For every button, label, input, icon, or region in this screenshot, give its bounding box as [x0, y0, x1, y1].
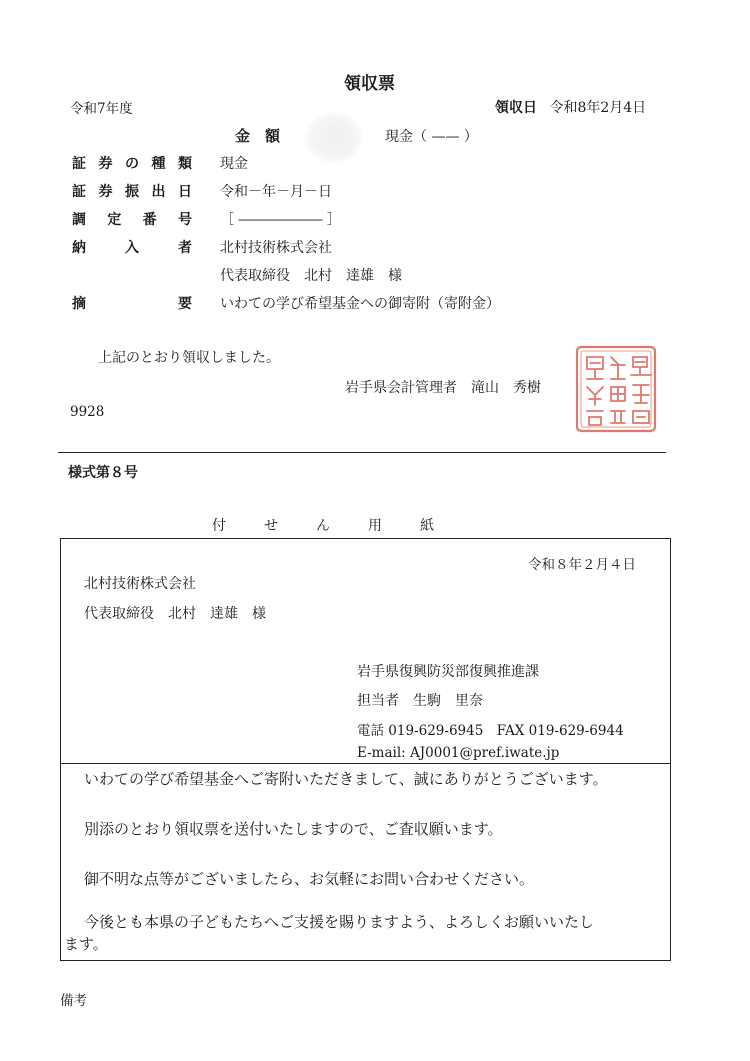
- label-issue-date: 証 券 振 出 日: [72, 184, 192, 200]
- form-number: 様式第８号: [68, 465, 138, 481]
- note-date: 令和８年２月４日: [528, 557, 636, 573]
- value-payer-company: 北村技術株式会社: [220, 240, 332, 256]
- receipt-statement: 上記のとおり領収しました。: [98, 350, 280, 366]
- fiscal-year: 令和7年度: [70, 101, 133, 117]
- remarks-label: 備考: [60, 993, 87, 1009]
- receipt-date-label: 領収日: [495, 100, 537, 116]
- value-security-type: 現金: [220, 156, 248, 172]
- separator-line: [58, 452, 666, 453]
- value-summary: いわての学び希望基金への御寄附（寄附金）: [220, 296, 500, 312]
- note-title: 付 せ ん 用 紙: [212, 518, 446, 534]
- amount-label: 金 額: [235, 127, 281, 145]
- receipt-date: [495, 97, 646, 117]
- receipt-number: 9928: [70, 404, 105, 420]
- label-security-type: 証 券 の 種 類: [72, 156, 192, 172]
- message-enclosed: 別添のとおり領収票を送付いたしますので、ご査収願います。: [84, 820, 503, 838]
- redaction-smudge: [305, 112, 363, 164]
- label-payer: 納 入 者: [72, 240, 192, 256]
- receipt-date-value: 令和8年2月4日: [549, 100, 647, 116]
- sender-phone: 電話 019-629-6945 FAX 019-629-6944: [357, 723, 624, 739]
- message-inquiries: 御不明な点等がございましたら、お気軽にお問い合わせください。: [84, 870, 535, 888]
- message-closing-line1: 今後とも本県の子どもたちへご支援を賜りますよう、よろしくお願いいたし: [84, 913, 595, 931]
- value-payer-representative: 代表取締役 北村 達雄 様: [220, 268, 402, 284]
- value-issue-date: 令和－年－月－日: [220, 184, 332, 200]
- label-assessment-number: 調 定 番 号: [72, 212, 192, 228]
- value-assessment-number: ［ ―――――― ］: [220, 212, 341, 228]
- sender-person: 担当者 生駒 里奈: [357, 693, 483, 709]
- recipient-company: 北村技術株式会社: [84, 576, 196, 592]
- sender-email[interactable]: E-mail: AJ0001@pref.iwate.jp: [357, 745, 560, 761]
- label-summary: 摘 要: [72, 296, 192, 312]
- amount-method: 現金（ —— ）: [385, 129, 478, 145]
- sender-department: 岩手県復興防災部復興推進課: [357, 664, 539, 680]
- message-closing-line2: ます。: [64, 935, 108, 953]
- message-thanks: いわての学び希望基金へご寄附いただきまして、誠にありがとうございます。: [84, 770, 608, 788]
- receipt-signer: 岩手県会計管理者 滝山 秀樹: [345, 380, 541, 396]
- receipt-title: 領収票: [344, 74, 395, 94]
- official-seal-stamp: [575, 345, 657, 433]
- recipient-name: 代表取締役 北村 達雄 様: [84, 606, 266, 622]
